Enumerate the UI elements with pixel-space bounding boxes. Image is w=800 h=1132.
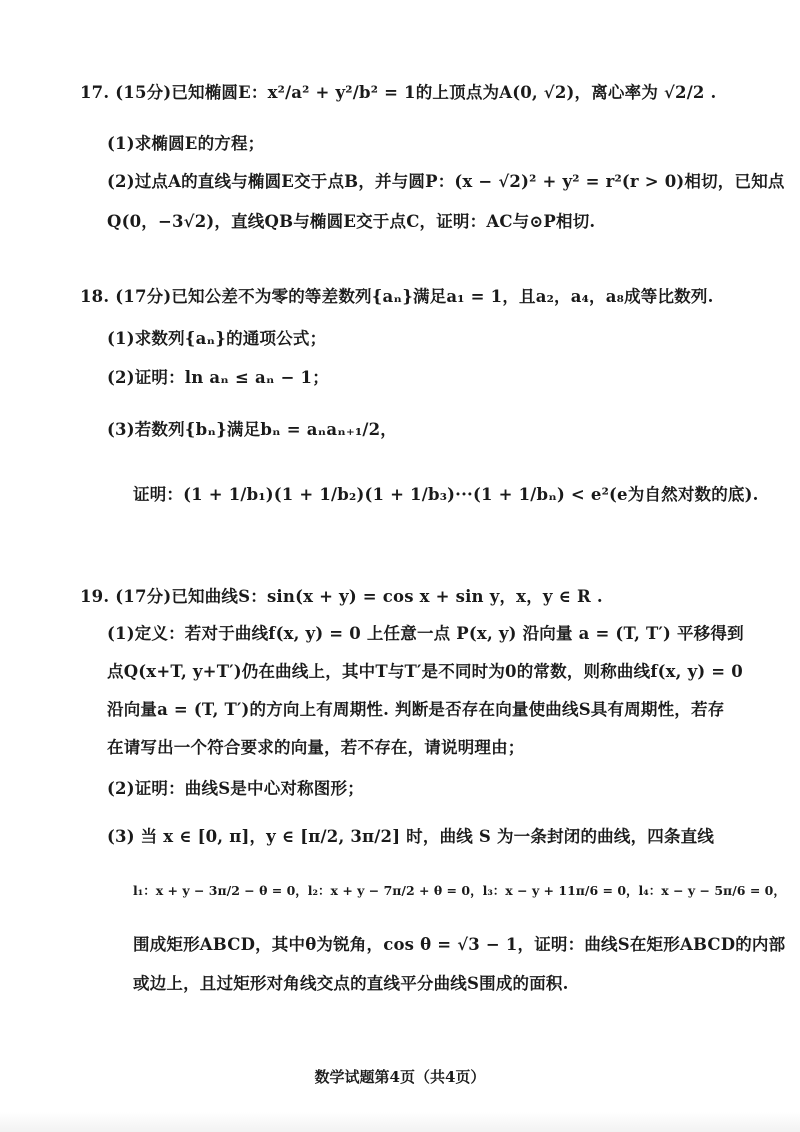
q17-part2-cont: Q(0，−3√2)，直线QB与椭圆E交于点C，证明：AC与⊙P相切. [107, 212, 596, 231]
q17-title: 17. (15分)已知椭圆E：x²/a² + y²/b² = 1的上顶点为A(0, √2)，离心率为 √2/2 . [80, 83, 717, 102]
q19-part2: (2)证明：曲线S是中心对称图形； [107, 779, 364, 798]
q18-part2: (2)证明：ln aₙ ≤ aₙ − 1； [107, 368, 329, 387]
q19-part1: (1)定义：若对于曲线f(x, y) = 0 上任意一点 P(x, y) 沿向量 a = (T, T′) 平移得到 [107, 624, 744, 643]
q19-part3: (3) 当 x ∈ [0, π]，y ∈ [π/2, 3π/2] 时，曲线 S 为一条封闭的曲线，四条直线 [107, 827, 715, 846]
q19-part3-cont: 或边上，且过矩形对角线交点的直线平分曲线S围成的面积. [133, 974, 569, 993]
q17-part1: (1)求椭圆E的方程； [107, 134, 265, 153]
q18-part3: (3)若数列{bₙ}满足bₙ = aₙaₙ₊₁/2， [107, 420, 397, 439]
q18-part3-proof: 证明：(1 + 1/b₁)(1 + 1/b₂)(1 + 1/b₃)···(1 + 1/bₙ) < e²(e为自然对数的底). [133, 485, 759, 504]
q19-part1-cont2: 沿向量a = (T, T′)的方向上有周期性. 判断是否存在向量使曲线S具有周期性，若存 [107, 700, 725, 719]
q19-part1-cont3: 在请写出一个符合要求的向量，若不存在，请说明理由； [107, 738, 525, 757]
scan-edge [0, 1112, 800, 1132]
q19-part3-lines: l₁：x + y − 3π/2 − θ = 0，l₂：x + y − 7π/2 + θ = 0，l₃：x − y + 11π/6 = 0，l₄：x − y − 5π/6 = 0， [133, 883, 786, 898]
page-footer: 数学试题第4页（共4页） [314, 1068, 486, 1086]
q19-title: 19. (17分)已知曲线S：sin(x + y) = cos x + sin y，x，y ∈ R . [80, 587, 603, 606]
q17-part2: (2)过点A的直线与椭圆E交于点B，并与圆P：(x − √2)² + y² = r²(r > 0)相切，已知点 [107, 172, 785, 191]
q19-part1-cont1: 点Q(x+T, y+T′)仍在曲线上，其中T与T′是不同时为0的常数，则称曲线f(x, y) = 0 [107, 662, 743, 681]
q19-part3-rect: 围成矩形ABCD，其中θ为锐角，cos θ = √3 − 1，证明：曲线S在矩形ABCD的内部 [133, 935, 786, 954]
q18-part1: (1)求数列{aₙ}的通项公式； [107, 329, 327, 348]
q18-title: 18. (17分)已知公差不为零的等差数列{aₙ}满足a₁ = 1，且a₂，a₄，a₈成等比数列. [80, 287, 714, 306]
